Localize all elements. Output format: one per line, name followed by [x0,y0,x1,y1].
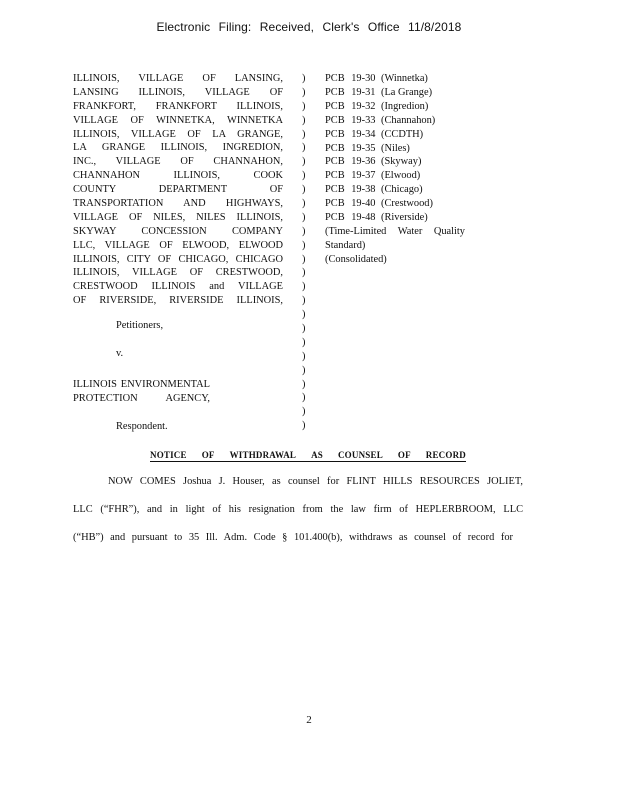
caption-parentheses-column [302,72,305,433]
case-name: (La Grange) [381,86,433,98]
case-number: PCB 19-34 [325,128,376,140]
caption-paren: ) [302,114,306,126]
caption-paren: ) [302,100,306,112]
petitioner-line: ILLINOIS, VILLAGE OF CRESTWOOD, [73,267,283,279]
caption-paren: ) [302,253,306,265]
notice-body-line: NOW COMES Joshua J. Houser, as counsel for FLINT HILLS RESOURCES JOLIET, [108,476,523,487]
petitioner-line: CRESTWOOD ILLINOIS and VILLAGE [73,281,283,293]
caption-paren: ) [302,420,306,432]
caption-paren: ) [302,281,306,293]
case-number: PCB 19-32 [325,100,376,112]
caption-paren: ) [302,128,306,140]
respondent-line: ILLINOIS ENVIRONMENTAL [73,379,210,390]
respondent-block [73,378,210,406]
case-name: (Niles) [381,142,410,154]
petitioner-line: ILLINOIS, CITY OF CHICAGO, CHICAGO [73,253,283,265]
case-number: PCB 19-31 [325,86,376,98]
petitioners-label: Petitioners, [116,320,164,331]
notice-title-word: NOTICE [150,450,187,460]
case-number: PCB 19-36 [325,156,376,168]
respondent-label: Respondent. [116,421,168,432]
case-entry [325,211,467,225]
petitioner-line: ILLINOIS, VILLAGE OF LANSING, [73,73,283,84]
caption-paren: ) [302,211,306,223]
case-name: (Ingredion) [381,100,429,112]
notice-title-word: AS [311,450,323,460]
caption-paren: ) [302,198,306,210]
page-number: 2 [306,714,312,726]
case-name: (Elwood) [381,170,421,182]
petitioner-line: INC., VILLAGE OF CHANNAHON, [73,156,283,168]
petitioner-line: LANSING ILLINOIS, VILLAGE OF [73,86,283,98]
case-entry [325,72,467,86]
petitioner-line: TRANSPORTATION AND HIGHWAYS, [73,198,283,210]
case-number: PCB 19-38 [325,184,376,196]
petitioner-line: LLC, VILLAGE OF ELWOOD, ELWOOD [73,239,283,251]
caption-paren: ) [302,225,306,237]
caption-paren: ) [302,406,306,418]
case-name: (Channahon) [381,114,436,126]
electronic-filing-header: Electronic Filing: Received, Clerk's Office 11/8/2018 [156,20,462,34]
petitioner-line: VILLAGE OF NILES, NILES ILLINOIS, [73,211,283,223]
case-name: (Riverside) [381,212,428,224]
caption-paren: ) [302,73,306,84]
case-entry [325,114,467,128]
notice-title-word: OF [397,450,411,460]
caption-paren: ) [302,170,306,182]
notice-body-line: LLC (“FHR”), and in light of his resignation from the law firm of HEPLERBROOM, LLC [73,504,523,515]
case-name: (Skyway) [381,156,422,168]
case-entry [325,128,467,142]
respondent-line: PROTECTION AGENCY, [73,392,210,404]
notice-title [150,450,466,462]
caption-paren: ) [302,184,306,196]
standard-line: Standard) [325,239,366,251]
petitioner-line: COUNTY DEPARTMENT OF [73,184,283,196]
caption-paren: ) [302,142,306,154]
petitioner-line: ILLINOIS, VILLAGE OF LA GRANGE, [73,128,283,140]
caption-paren: ) [302,336,306,348]
case-numbers-block [325,72,467,267]
petitioners-block [73,72,283,308]
case-number: PCB 19-48 [325,212,376,224]
caption-paren: ) [302,392,306,404]
case-entry [325,86,467,100]
notice-title-word: OF [201,450,215,460]
case-number: PCB 19-37 [325,170,376,182]
caption-paren: ) [302,309,306,321]
petitioner-line: SKYWAY CONCESSION COMPANY [73,225,283,237]
versus-label: v. [116,348,124,359]
caption-paren: ) [302,323,306,335]
caption-paren: ) [302,267,306,279]
petitioner-line: LA GRANGE ILLINOIS, INGREDION, [73,142,283,154]
case-entry [325,197,467,211]
caption-paren: ) [302,350,306,362]
case-entry [325,169,467,183]
case-entry [325,100,467,114]
case-name: (Chicago) [381,184,423,196]
case-entry [325,183,467,197]
petitioner-line: FRANKFORT, FRANKFORT ILLINOIS, [73,100,283,112]
notice-title-word: RECORD [425,450,466,460]
caption-paren: ) [302,364,306,376]
case-entry [325,155,467,169]
case-name: (Crestwood) [381,198,433,210]
case-number: PCB 19-40 [325,198,376,210]
case-number: PCB 19-33 [325,114,376,126]
petitioner-line: VILLAGE OF WINNETKA, WINNETKA [73,114,283,126]
case-entry [325,142,467,156]
notice-title-word: WITHDRAWAL [229,450,297,460]
caption-paren: ) [302,86,306,98]
notice-body-line: (“HB”) and pursuant to 35 Ill. Adm. Code § 101.400(b), withdraws as counsel of record for [73,532,513,543]
case-number: PCB 19-35 [325,142,376,154]
petitioner-line: OF RIVERSIDE, RIVERSIDE ILLINOIS, [73,295,283,307]
standard-line: (Time-Limited Water Quality [325,225,465,237]
case-name: (CCDTH) [381,128,424,140]
standard-line: (Consolidated) [325,253,387,265]
caption-paren: ) [302,295,306,307]
caption-paren: ) [302,239,306,251]
caption-paren: ) [302,156,306,168]
case-number: PCB 19-30 [325,73,376,84]
petitioner-line: CHANNAHON ILLINOIS, COOK [73,170,283,182]
caption-paren: ) [302,378,306,390]
case-name: (Winnetka) [381,73,428,84]
notice-title-word: COUNSEL [337,450,383,460]
